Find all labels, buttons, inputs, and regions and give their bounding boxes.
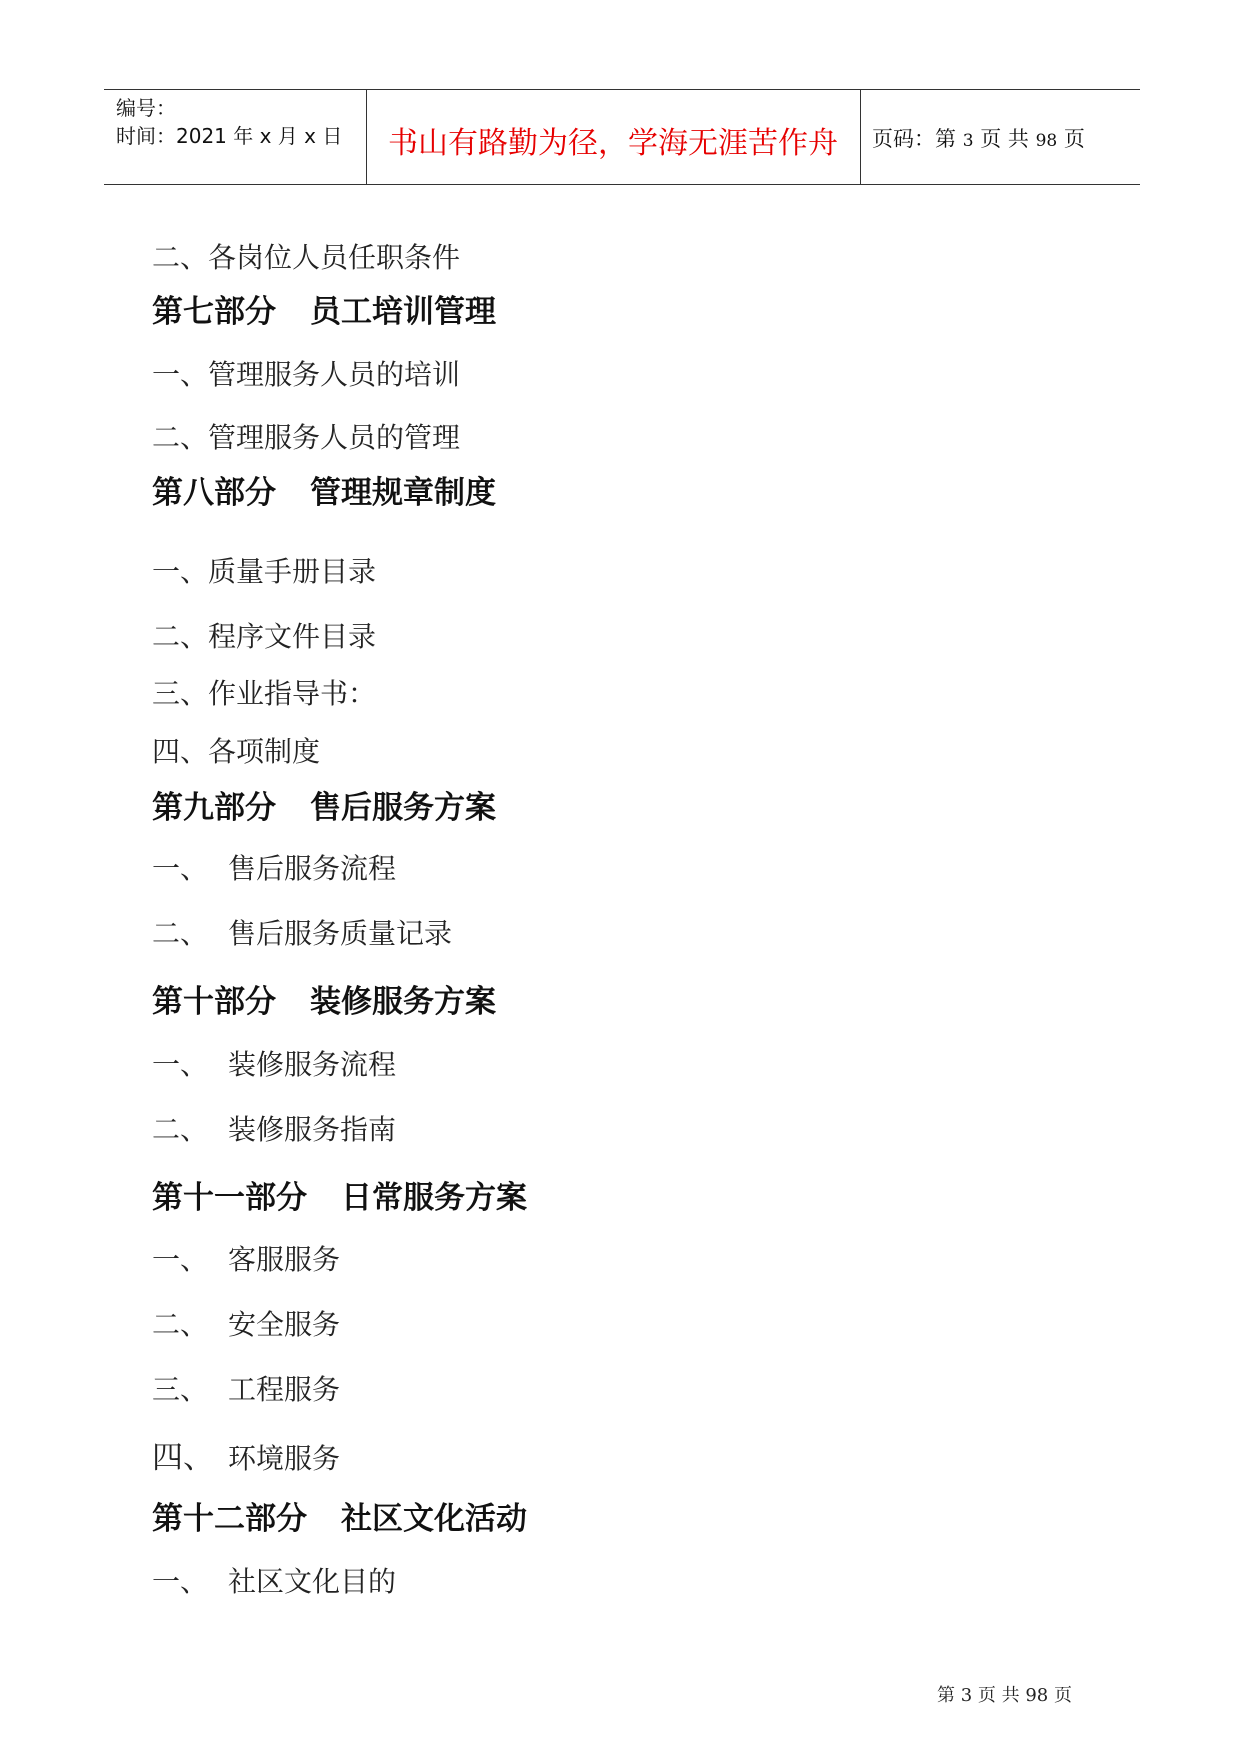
item-number: 一、 bbox=[152, 1048, 209, 1081]
list-item bbox=[152, 1043, 396, 1083]
list-item: 一、质量手册目录 bbox=[152, 555, 377, 588]
section-title: 第九部分 bbox=[152, 790, 276, 826]
list-item: 二、管理服务人员的管理 bbox=[152, 421, 461, 454]
section-title: 第十二部分 bbox=[152, 1501, 307, 1537]
list-item bbox=[152, 1238, 340, 1278]
list-item bbox=[152, 1108, 396, 1148]
item-text: 工程服务 bbox=[228, 1373, 341, 1406]
header-motto-cell bbox=[366, 90, 861, 184]
page-total: 98 bbox=[1035, 131, 1058, 151]
section-heading bbox=[152, 467, 496, 512]
section-heading bbox=[152, 976, 496, 1021]
list-item: 二、程序文件目录 bbox=[152, 620, 377, 653]
section-title: 第十部分 bbox=[152, 984, 276, 1020]
time-label: 时间：2021 年 x 月 x 日 bbox=[116, 124, 343, 148]
list-item: 二、各岗位人员任职条件 bbox=[152, 241, 461, 274]
motto: 书山有路勤为径，学海无涯苦作舟 bbox=[388, 126, 838, 161]
section-heading bbox=[152, 286, 496, 331]
item-number: 一、 bbox=[152, 1243, 209, 1276]
page-suffix: 页 bbox=[1063, 127, 1085, 151]
section-subtitle: 售后服务方案 bbox=[310, 790, 496, 826]
item-number: 二、 bbox=[152, 1113, 209, 1146]
list-item bbox=[152, 912, 452, 952]
page-prefix: 页码：第 bbox=[872, 127, 956, 151]
document-header bbox=[104, 89, 1140, 185]
header-page-cell bbox=[860, 90, 1140, 184]
item-text: 安全服务 bbox=[228, 1308, 341, 1341]
item-number: 一、 bbox=[152, 852, 209, 885]
list-item: 一、管理服务人员的培训 bbox=[152, 358, 461, 391]
item-text: 售后服务流程 bbox=[228, 852, 397, 885]
list-item: 四、各项制度 bbox=[152, 735, 321, 768]
section-subtitle: 日常服务方案 bbox=[341, 1180, 527, 1216]
list-item bbox=[152, 847, 396, 887]
page-mid: 页 共 bbox=[980, 127, 1029, 151]
section-heading bbox=[152, 782, 496, 827]
section-heading bbox=[152, 1172, 527, 1217]
list-item bbox=[152, 1303, 340, 1343]
section-subtitle: 管理规章制度 bbox=[310, 475, 496, 511]
code-label: 编号： bbox=[116, 96, 176, 120]
list-item bbox=[152, 1560, 396, 1600]
list-item bbox=[152, 1432, 340, 1477]
item-text: 环境服务 bbox=[228, 1442, 341, 1475]
list-item: 三、作业指导书： bbox=[152, 677, 377, 710]
header-meta-cell bbox=[104, 90, 367, 184]
item-text: 装修服务流程 bbox=[228, 1048, 397, 1081]
item-text: 装修服务指南 bbox=[228, 1113, 397, 1146]
item-text: 客服服务 bbox=[228, 1243, 341, 1276]
section-subtitle: 装修服务方案 bbox=[310, 984, 496, 1020]
item-text: 售后服务质量记录 bbox=[228, 917, 453, 950]
section-heading bbox=[152, 1493, 527, 1538]
page-number: 3 bbox=[962, 131, 974, 151]
item-number: 二、 bbox=[152, 1308, 209, 1341]
section-title: 第十一部分 bbox=[152, 1180, 307, 1216]
section-subtitle: 员工培训管理 bbox=[310, 294, 496, 330]
page-indicator bbox=[872, 123, 1085, 153]
item-number: 二、 bbox=[152, 917, 209, 950]
list-item bbox=[152, 1368, 340, 1408]
item-text: 社区文化目的 bbox=[228, 1565, 397, 1598]
section-subtitle: 社区文化活动 bbox=[341, 1501, 527, 1537]
item-number: 四、 bbox=[152, 1440, 214, 1476]
page-footer: 第 3 页 共 98 页 bbox=[937, 1685, 1072, 1706]
item-number: 三、 bbox=[152, 1373, 209, 1406]
item-number: 一、 bbox=[152, 1565, 209, 1598]
section-title: 第七部分 bbox=[152, 294, 276, 330]
section-title: 第八部分 bbox=[152, 475, 276, 511]
